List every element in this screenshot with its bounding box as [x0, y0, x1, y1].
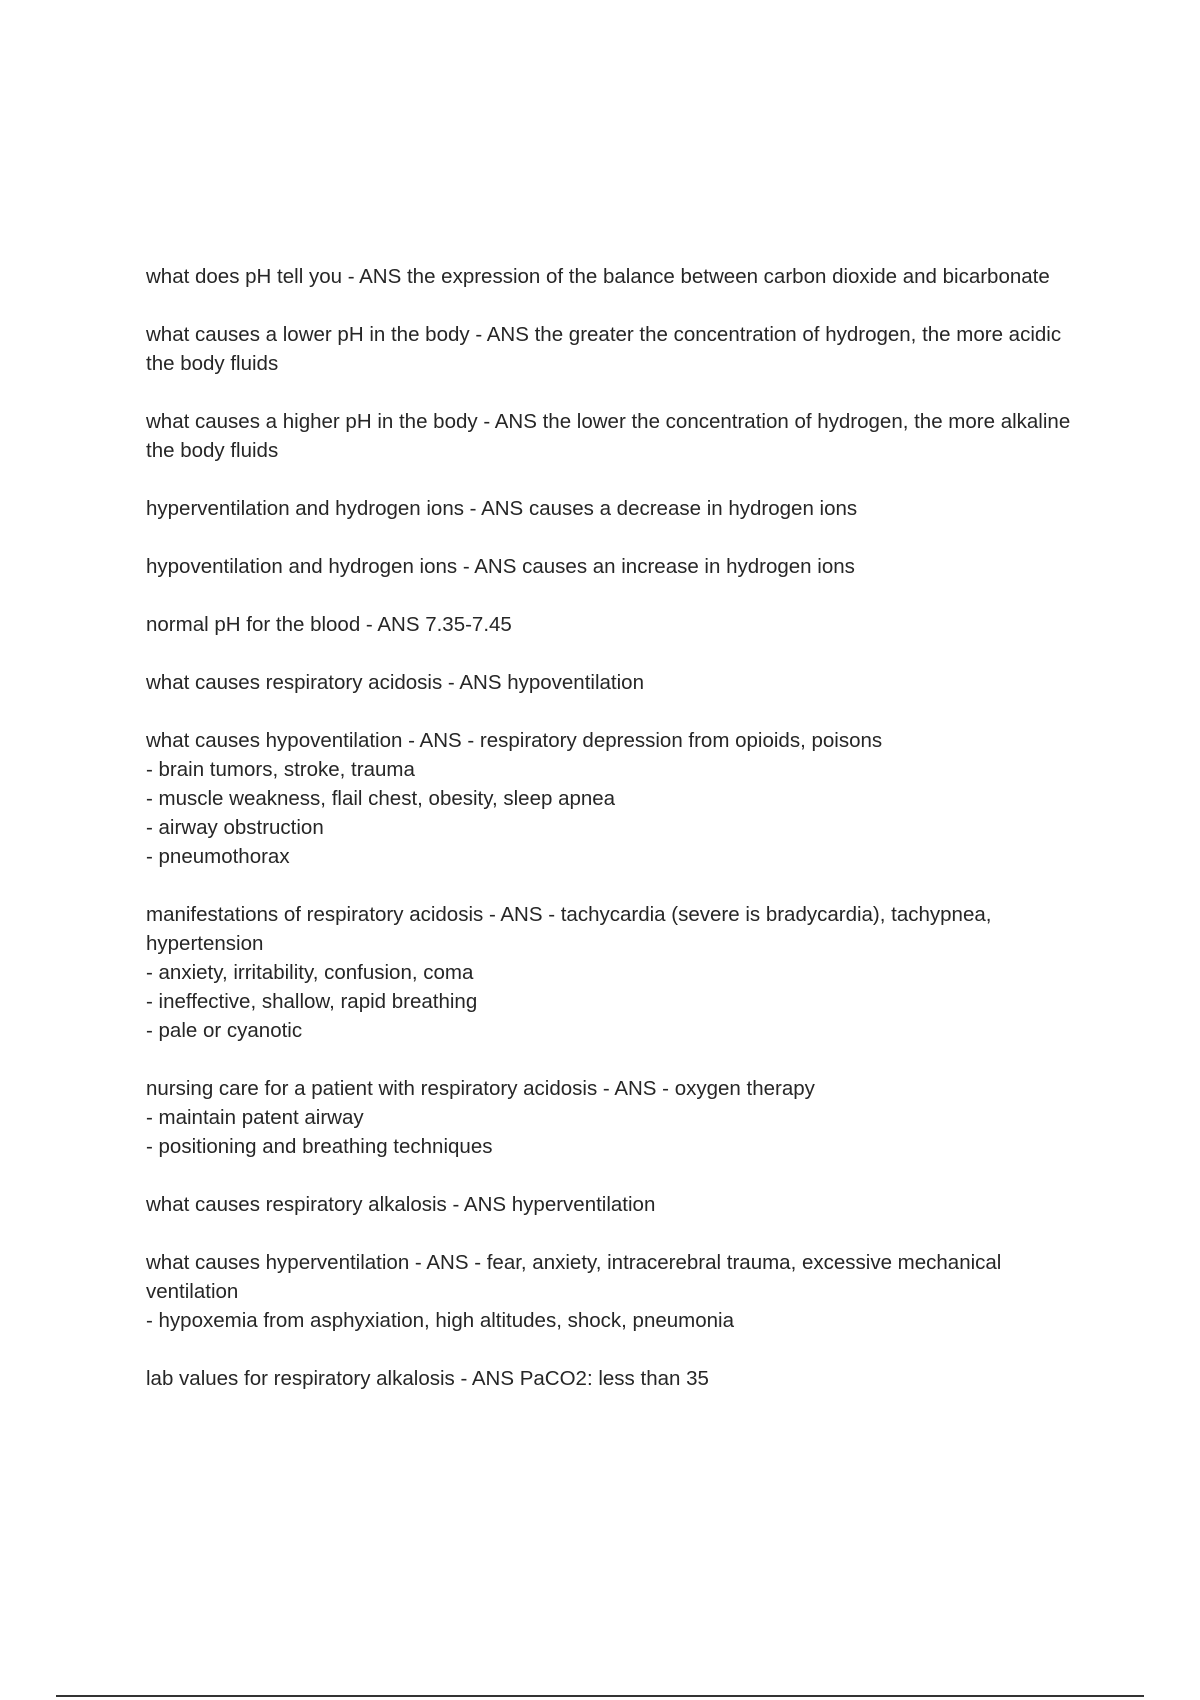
answer-line: - anxiety, irritability, confusion, coma: [146, 961, 474, 984]
answer-text: - fear, anxiety, intracerebral trauma, excessive mechanical ventilation: [146, 1251, 1002, 1303]
answer-text: causes a decrease in hydrogen ions: [528, 497, 858, 520]
answer-marker: ANS: [377, 613, 420, 636]
qa-item: [146, 320, 1086, 378]
answer-line: - pneumothorax: [146, 845, 290, 868]
question-text: nursing care for a patient with respiratory acidosis -: [146, 1077, 610, 1100]
answer-marker: ANS: [614, 1077, 657, 1100]
qa-item: [146, 552, 1086, 581]
qa-item: [146, 494, 1086, 523]
answer-text: the expression of the balance between carbon dioxide and bicarbonate: [406, 265, 1050, 288]
answer-text: 7.35-7.45: [425, 613, 512, 636]
answer-text: - tachycardia (severe is bradycardia), tachypnea, hypertension: [146, 903, 992, 955]
answer-line: - brain tumors, stroke, trauma: [146, 758, 415, 781]
question-text: what causes a lower pH in the body -: [146, 323, 483, 346]
qa-item: [146, 1074, 1086, 1161]
question-text: hyperventilation and hydrogen ions -: [146, 497, 477, 520]
answer-line: - ineffective, shallow, rapid breathing: [146, 990, 478, 1013]
question-text: what causes respiratory alkalosis -: [146, 1193, 460, 1216]
answer-line: - hypoxemia from asphyxiation, high altitudes, shock, pneumonia: [146, 1309, 734, 1332]
answer-line: - muscle weakness, flail chest, obesity, sleep apnea: [146, 787, 616, 810]
answer-line: - pale or cyanotic: [146, 1019, 303, 1042]
answer-text: the lower the concentration of hydrogen, the more alkaline the body fluids: [146, 410, 1071, 462]
question-text: normal pH for the blood -: [146, 613, 373, 636]
qa-item: [146, 1248, 1086, 1335]
qa-item: [146, 262, 1086, 291]
qa-item: [146, 1364, 1086, 1393]
answer-text: - oxygen therapy: [662, 1077, 815, 1100]
answer-line: - positioning and breathing techniques: [146, 1135, 493, 1158]
answer-marker: ANS: [459, 671, 502, 694]
qa-item: [146, 668, 1086, 697]
question-text: manifestations of respiratory acidosis -: [146, 903, 496, 926]
footer-divider: [56, 1695, 1144, 1697]
answer-text: PaCO2: less than 35: [519, 1367, 709, 1390]
question-text: hypoventilation and hydrogen ions -: [146, 555, 470, 578]
qa-item: [146, 407, 1086, 465]
question-text: lab values for respiratory alkalosis -: [146, 1367, 468, 1390]
answer-marker: ANS: [494, 410, 537, 433]
answer-marker: ANS: [486, 323, 529, 346]
question-text: what causes hyperventilation -: [146, 1251, 422, 1274]
answer-marker: ANS: [419, 729, 462, 752]
answer-marker: ANS: [359, 265, 402, 288]
answer-text: hyperventilation: [511, 1193, 656, 1216]
answer-marker: ANS: [426, 1251, 469, 1274]
answer-text: causes an increase in hydrogen ions: [522, 555, 855, 578]
qa-item: [146, 900, 1086, 1045]
question-text: what does pH tell you -: [146, 265, 355, 288]
answer-text: - respiratory depression from opioids, poisons: [467, 729, 883, 752]
qa-list: [146, 262, 1086, 1422]
question-text: what causes a higher pH in the body -: [146, 410, 491, 433]
answer-text: the greater the concentration of hydrogen, the more acidic the body fluids: [146, 323, 1062, 375]
answer-line: - maintain patent airway: [146, 1106, 364, 1129]
answer-marker: ANS: [474, 555, 517, 578]
answer-marker: ANS: [500, 903, 543, 926]
answer-text: hypoventilation: [507, 671, 644, 694]
answer-marker: ANS: [481, 497, 524, 520]
qa-item: [146, 1190, 1086, 1219]
qa-item: [146, 726, 1086, 871]
answer-marker: ANS: [463, 1193, 507, 1216]
question-text: what causes hypoventilation -: [146, 729, 415, 752]
answer-line: - airway obstruction: [146, 816, 324, 839]
question-text: what causes respiratory acidosis -: [146, 671, 455, 694]
qa-item: [146, 610, 1086, 639]
answer-marker: ANS: [471, 1367, 515, 1390]
